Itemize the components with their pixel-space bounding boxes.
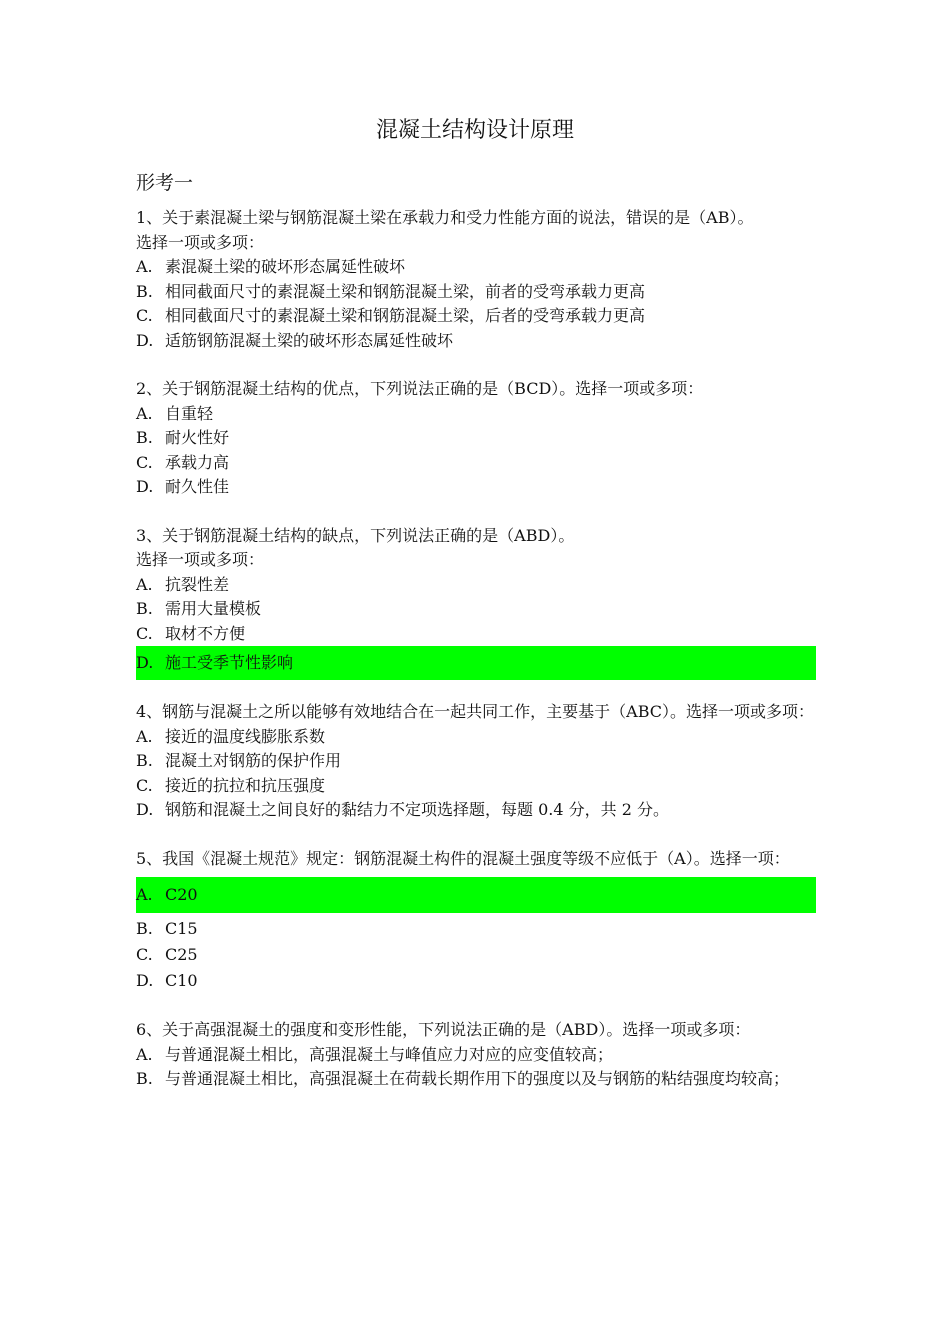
document-title: 混凝土结构设计原理 [375, 118, 574, 143]
option-letter: B. [136, 428, 153, 447]
option-text: 承载力高 [165, 452, 230, 472]
option-letter: A. [136, 403, 153, 423]
option-text: 耐久性佳 [165, 477, 230, 496]
option-text: 施工受季节性影响 [165, 653, 294, 672]
question-text: 1、关于素混凝土梁与钢筋混凝土梁在承载力和受力性能方面的说法，错误的是（AB）。 [136, 208, 754, 227]
option-letter: A. [136, 726, 153, 746]
spacer [136, 823, 816, 847]
option-b[interactable] [136, 280, 816, 305]
option-text: 钢筋和混凝土之间良好的黏结力不定项选择题，每题 0.4 分，共 2 分。 [165, 800, 669, 819]
option-a-highlighted[interactable] [136, 877, 816, 913]
option-text: 取材不方便 [165, 623, 246, 643]
question-text: 5、我国《混凝土规范》规定：钢筋混凝土构件的混凝土强度等级不应低于（A）。选择一项： [136, 848, 790, 868]
option-letter: B. [136, 1069, 153, 1088]
option-letter: D. [136, 330, 154, 350]
option-text: 需用大量模板 [165, 599, 262, 618]
option-a[interactable] [136, 255, 816, 280]
option-d[interactable] [136, 475, 816, 500]
option-b[interactable] [136, 426, 816, 451]
option-text: C20 [165, 885, 198, 904]
question-text: 4、钢筋与混凝土之所以能够有效地结合在一起共同工作，主要基于（ABC）。选择一项或多项： [136, 702, 815, 721]
option-letter: A. [136, 574, 153, 594]
question-2 [136, 377, 816, 500]
option-letter: C. [136, 452, 153, 472]
option-d-highlighted[interactable] [136, 646, 816, 680]
option-letter: A. [136, 1044, 153, 1064]
option-letter: C. [136, 775, 153, 795]
option-letter: B. [136, 599, 153, 618]
option-text: C10 [165, 971, 198, 990]
option-d[interactable] [136, 329, 816, 354]
section-heading: 形考一 [136, 172, 194, 194]
option-a[interactable] [136, 573, 816, 598]
question-3 [136, 524, 816, 681]
option-d[interactable] [136, 798, 816, 823]
option-letter: B. [136, 919, 153, 938]
spacer [136, 994, 816, 1018]
option-text: 与普通混凝土相比，高强混凝土与峰值应力对应的应变值较高； [165, 1044, 614, 1064]
spacer [136, 353, 816, 377]
option-letter: D. [136, 653, 154, 672]
spacer [136, 680, 816, 700]
option-letter: C. [136, 623, 153, 643]
spacer [136, 500, 816, 524]
option-b[interactable] [136, 1067, 816, 1092]
question-list [136, 206, 816, 1092]
option-letter: C. [136, 306, 153, 325]
option-letter: B. [136, 281, 153, 301]
option-text: 相同截面尺寸的素混凝土梁和钢筋混凝土梁，后者的受弯承载力更高 [165, 306, 646, 325]
option-letter: C. [136, 945, 153, 964]
option-text: C25 [165, 945, 198, 964]
option-letter: D. [136, 800, 154, 819]
option-text: C15 [165, 919, 198, 938]
question-prompt: 选择一项或多项： [136, 232, 265, 252]
option-c[interactable] [136, 622, 816, 647]
option-a[interactable] [136, 402, 816, 427]
option-text: 适筋钢筋混凝土梁的破坏形态属延性破坏 [165, 330, 454, 350]
question-6 [136, 1018, 816, 1092]
option-text: 相同截面尺寸的素混凝土梁和钢筋混凝土梁，前者的受弯承载力更高 [165, 281, 646, 301]
question-5 [136, 847, 816, 995]
option-text: 与普通混凝土相比，高强混凝土在荷载长期作用下的强度以及与钢筋的粘结强度均较高； [165, 1069, 790, 1088]
question-prompt: 选择一项或多项： [136, 550, 265, 569]
question-text: 3、关于钢筋混凝土结构的缺点，下列说法正确的是（ABD）。 [136, 525, 575, 545]
option-text: 抗裂性差 [165, 574, 230, 594]
option-a[interactable] [136, 1043, 816, 1068]
option-c[interactable] [136, 942, 816, 968]
question-4 [136, 700, 816, 823]
question-text: 2、关于钢筋混凝土结构的优点，下列说法正确的是（BCD）。选择一项或多项： [136, 379, 704, 398]
option-a[interactable] [136, 725, 816, 750]
option-letter: A. [136, 257, 153, 276]
question-1 [136, 206, 816, 353]
option-b[interactable] [136, 916, 816, 942]
option-c[interactable] [136, 451, 816, 476]
option-d[interactable] [136, 968, 816, 994]
option-c[interactable] [136, 304, 816, 329]
option-letter: D. [136, 971, 154, 990]
option-text: 素混凝土梁的破坏形态属延性破坏 [165, 257, 406, 276]
option-letter: A. [136, 885, 153, 904]
option-text: 接近的温度线膨胀系数 [165, 726, 326, 746]
option-c[interactable] [136, 774, 816, 799]
question-text: 6、关于高强混凝土的强度和变形性能，下列说法正确的是（ABD）。选择一项或多项： [136, 1020, 751, 1039]
option-text: 自重轻 [165, 403, 214, 423]
option-b[interactable] [136, 749, 816, 774]
option-letter: B. [136, 751, 153, 770]
option-text: 混凝土对钢筋的保护作用 [165, 751, 342, 770]
option-b[interactable] [136, 597, 816, 622]
option-letter: D. [136, 477, 154, 496]
option-text: 耐火性好 [165, 428, 230, 447]
option-text: 接近的抗拉和抗压强度 [165, 775, 326, 795]
